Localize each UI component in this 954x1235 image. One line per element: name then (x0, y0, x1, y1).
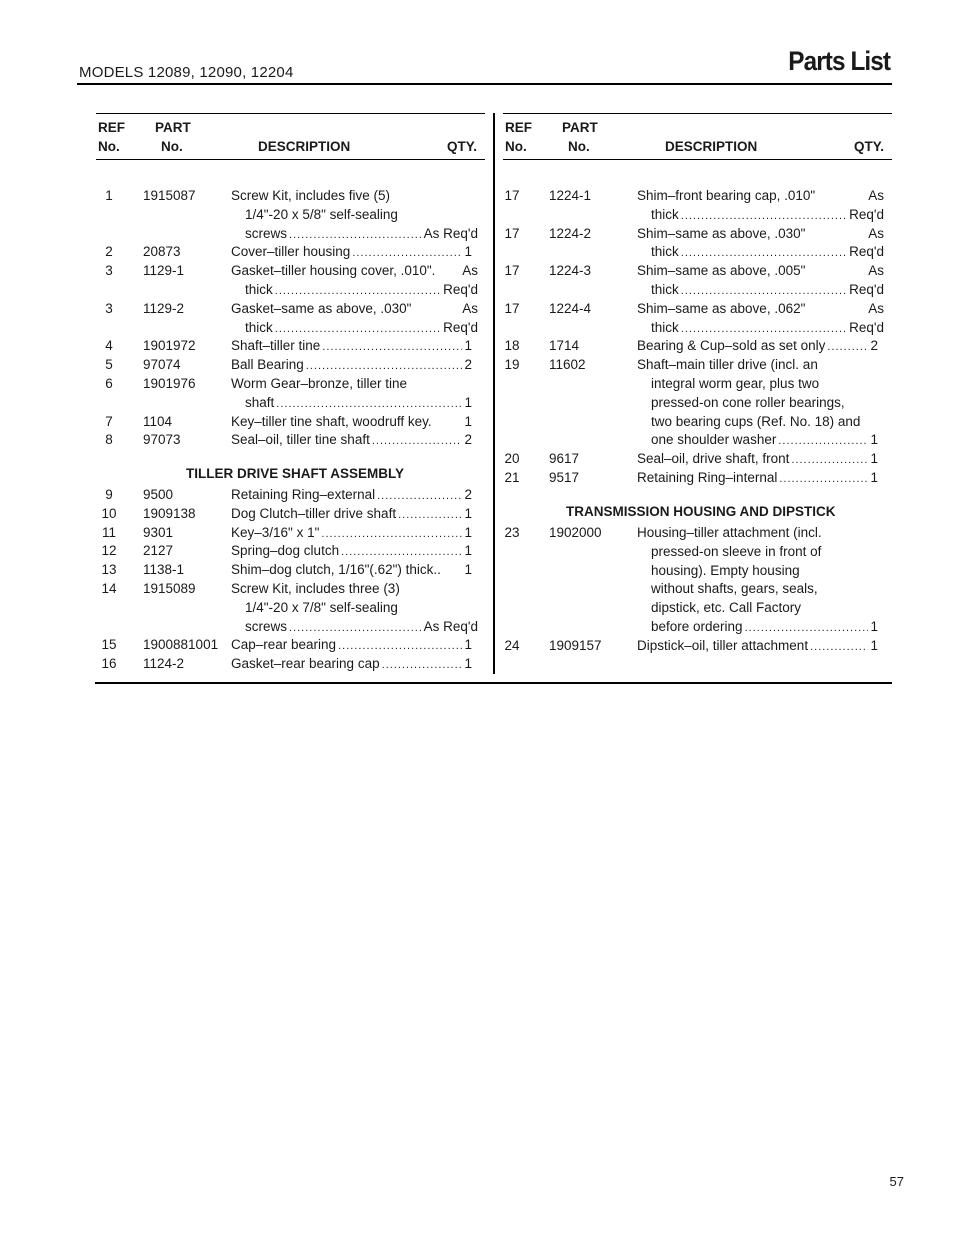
ref-number: 12 (101, 543, 117, 559)
description-line (245, 205, 478, 224)
quantity: 1 (464, 656, 472, 672)
models-heading: MODELS 12089, 12090, 12204 (79, 64, 294, 81)
description-text: Cap–rear bearing (231, 637, 337, 653)
description-line (231, 635, 472, 654)
part-number: 1224-1 (549, 188, 592, 203)
leader-dots (827, 340, 868, 355)
right-ref-header-top: REF (505, 120, 532, 135)
description-text: Shim–dog clutch, 1/16"(.62") thick.. (231, 562, 441, 578)
description-line (651, 598, 884, 617)
ref-number: 16 (101, 656, 117, 672)
ref-number: 17 (504, 188, 520, 203)
ref-number: 1 (105, 188, 113, 203)
ref-number: 10 (101, 505, 117, 521)
left-description-header: DESCRIPTION (258, 139, 351, 154)
description-text: Shaft–tiller tine (231, 338, 321, 354)
quantity: 1 (870, 432, 878, 448)
left-part-header-top: PART (155, 120, 191, 135)
part-number: 1915089 (143, 581, 196, 596)
ref-number: 17 (504, 263, 520, 279)
part-number: 1224-4 (549, 300, 592, 316)
description-line (231, 523, 472, 542)
description-line (245, 598, 478, 617)
right-part-header-bottom: No. (568, 139, 590, 154)
leader-dots (681, 246, 847, 261)
description-text: Dipstick–oil, tiller attachment (637, 637, 809, 653)
ref-number: 7 (105, 413, 113, 429)
description-line (651, 242, 884, 261)
part-number: 20873 (143, 244, 181, 260)
ref-number: 8 (105, 432, 113, 448)
leader-dots (745, 621, 869, 636)
description-line (651, 205, 884, 224)
quantity: As (868, 263, 884, 279)
part-number: 2127 (143, 543, 174, 559)
description-text: thick (245, 282, 273, 297)
description-line (637, 355, 884, 374)
part-number: 9500 (143, 487, 174, 502)
description-text: two bearing cups (Ref. No. 18) and (651, 413, 861, 429)
description-line (245, 280, 478, 299)
column-divider (493, 113, 495, 674)
quantity: 1 (870, 451, 878, 467)
ref-number: 15 (101, 637, 117, 653)
quantity: 1 (464, 637, 472, 653)
description-text: without shafts, gears, seals, (651, 581, 818, 597)
description-text: Gasket–rear bearing cap (231, 656, 380, 672)
right-qty-header: QTY. (854, 139, 885, 154)
description-text: 1/4"-20 x 5/8" self-sealing (245, 206, 398, 222)
quantity: 1 (464, 244, 472, 260)
quantity: 1 (464, 543, 472, 559)
description-line (651, 412, 884, 431)
description-line (637, 449, 878, 468)
quantity: Req'd (849, 319, 884, 335)
leader-dots (341, 545, 462, 560)
description-line (231, 560, 472, 579)
description-line (651, 542, 884, 561)
quantity: 1 (870, 470, 878, 485)
description-text: Shim–front bearing cap, .010" (637, 188, 816, 203)
table-bottom-rule (95, 682, 892, 684)
ref-number: 17 (504, 225, 520, 241)
description-text: Key–tiller tine shaft, woodruff key. (231, 413, 432, 429)
description-text: Seal–oil, drive shaft, front (637, 451, 790, 467)
ref-number: 19 (504, 357, 520, 373)
description-line (637, 299, 884, 318)
part-number: 97073 (143, 432, 181, 448)
quantity: Req'd (849, 282, 884, 297)
quantity: As (868, 225, 884, 241)
left-ref-header-top: REF (98, 120, 125, 135)
page-number: 57 (889, 1174, 904, 1189)
part-number: 1129-2 (143, 300, 185, 316)
description-text: thick (245, 319, 273, 335)
ref-number: 21 (504, 470, 520, 485)
right-table-top-rule (503, 113, 892, 114)
quantity: Req'd (443, 319, 478, 335)
description-text: Cover–tiller housing (231, 244, 351, 260)
description-text: Screw Kit, includes five (5) (231, 188, 391, 203)
ref-number: 18 (504, 338, 520, 354)
description-line (231, 541, 472, 560)
description-text: Shim–same as above, .030" (637, 225, 806, 241)
quantity: Req'd (849, 206, 884, 222)
quantity: As (462, 263, 478, 279)
part-number: 1902000 (549, 525, 602, 540)
description-text: thick (651, 206, 679, 222)
leader-dots (321, 527, 462, 542)
part-number: 1901976 (143, 376, 196, 391)
description-text: Shaft–main tiller drive (incl. an (637, 357, 818, 373)
leader-dots (681, 322, 847, 337)
description-text: screws (245, 618, 288, 634)
description-text: Retaining Ring–external (231, 487, 376, 502)
part-number: 1224-3 (549, 263, 592, 279)
description-text: Shim–same as above, .005" (637, 263, 806, 279)
description-text: Gasket–tiller housing cover, .010". (231, 263, 436, 279)
description-line (651, 280, 884, 299)
quantity: As (868, 300, 884, 316)
part-number: 1138-1 (143, 562, 185, 578)
leader-dots (289, 228, 422, 243)
description-line (231, 355, 472, 374)
description-line (231, 654, 472, 673)
description-text: pressed-on cone roller bearings, (651, 394, 845, 410)
description-line (637, 186, 884, 205)
page-title: Parts List (788, 46, 890, 76)
ref-number: 20 (504, 451, 520, 467)
left-qty-header: QTY. (447, 139, 478, 154)
description-line (231, 261, 478, 280)
ref-number: 5 (105, 357, 113, 373)
ref-number: 23 (504, 525, 520, 540)
description-text: Gasket–same as above, .030" (231, 300, 412, 316)
description-line (231, 336, 472, 355)
quantity: 2 (464, 432, 472, 448)
leader-dots (275, 284, 441, 299)
leader-dots (276, 397, 462, 412)
ref-number: 14 (101, 581, 117, 596)
ref-number: 24 (504, 637, 520, 653)
description-line (231, 299, 478, 318)
left-table-header-rule (96, 159, 485, 160)
description-text: Spring–dog clutch (231, 543, 340, 559)
description-text: housing). Empty housing (651, 562, 800, 578)
quantity: As Req'd (423, 618, 478, 634)
part-number: 97074 (143, 357, 181, 373)
description-text: pressed-on sleeve in front of (651, 543, 822, 559)
part-number: 1909157 (549, 637, 602, 653)
description-line (651, 561, 884, 580)
quantity: 1 (464, 524, 472, 540)
quantity: Req'd (849, 244, 884, 260)
description-text: thick (651, 319, 679, 335)
description-line (651, 393, 884, 412)
description-text: Seal–oil, tiller tine shaft (231, 432, 370, 448)
description-line (245, 617, 478, 636)
description-line (231, 430, 472, 449)
description-line (637, 636, 878, 655)
ref-number: 3 (105, 263, 113, 279)
description-text: before ordering (651, 619, 743, 634)
quantity: 1 (464, 338, 472, 354)
leader-dots (778, 434, 868, 449)
quantity: 2 (870, 338, 878, 354)
description-line (245, 318, 478, 337)
description-line (651, 430, 878, 449)
part-number: 11602 (549, 357, 586, 373)
description-text: Screw Kit, includes three (3) (231, 581, 400, 596)
description-line (231, 374, 478, 393)
description-text: Ball Bearing (231, 357, 304, 373)
leader-dots (377, 489, 462, 504)
description-line (231, 485, 472, 504)
ref-number: 13 (101, 562, 117, 578)
description-line (231, 504, 472, 523)
description-line (637, 468, 878, 487)
part-number: 1124-2 (143, 656, 185, 672)
leader-dots (275, 322, 441, 337)
right-ref-header-bottom: No. (505, 139, 527, 154)
description-text: shaft (245, 394, 275, 410)
description-text: screws (245, 225, 288, 241)
ref-number: 17 (504, 300, 520, 316)
description-line (637, 336, 878, 355)
right-description-header: DESCRIPTION (665, 139, 758, 154)
right-part-header-top: PART (562, 120, 598, 135)
description-line (231, 186, 478, 205)
description-text: Bearing & Cup–sold as set only (637, 338, 826, 354)
part-number: 1901972 (143, 338, 196, 354)
ref-number: 9 (105, 487, 113, 502)
part-number: 1915087 (143, 188, 196, 203)
description-line (637, 224, 884, 243)
ref-number: 11 (101, 524, 116, 540)
leader-dots (372, 434, 463, 449)
description-text: Shim–same as above, .062" (637, 300, 806, 316)
description-line (637, 261, 884, 280)
quantity: 1 (464, 394, 472, 410)
leader-dots (338, 639, 462, 654)
leader-dots (398, 508, 462, 523)
description-line (231, 412, 472, 431)
leader-dots (289, 621, 422, 636)
description-line (245, 393, 472, 412)
part-number: 1224-2 (549, 225, 592, 241)
description-line (245, 224, 478, 243)
description-text: Retaining Ring–internal (637, 470, 778, 485)
quantity: 1 (870, 619, 878, 634)
leader-dots (681, 209, 847, 224)
quantity: 1 (464, 505, 472, 521)
ref-number: 3 (105, 300, 113, 316)
quantity: As (462, 300, 478, 316)
leader-dots (382, 658, 463, 673)
ref-number: 2 (105, 244, 113, 260)
quantity: As (868, 188, 884, 203)
description-text: thick (651, 282, 679, 297)
description-line (651, 374, 884, 393)
description-text: one shoulder washer (651, 432, 777, 448)
quantity: 1 (464, 413, 472, 429)
leader-dots (810, 640, 868, 655)
quantity: As Req'd (423, 225, 478, 241)
leader-dots (352, 246, 462, 261)
quantity: 1 (870, 637, 878, 653)
leader-dots (322, 340, 462, 355)
description-text: dipstick, etc. Call Factory (651, 600, 802, 616)
leader-dots (306, 359, 463, 374)
leader-dots (681, 284, 847, 299)
quantity: Req'd (443, 282, 478, 297)
description-text: thick (651, 244, 679, 260)
description-line (637, 523, 884, 542)
left-table-top-rule (96, 113, 485, 114)
ref-number: 4 (105, 338, 113, 354)
left-ref-header-bottom: No. (98, 139, 120, 154)
part-number: 9301 (143, 524, 174, 540)
left-section-heading: TILLER DRIVE SHAFT ASSEMBLY (186, 466, 405, 481)
part-number: 1900881001 (143, 637, 219, 653)
right-section-heading: TRANSMISSION HOUSING AND DIPSTICK (566, 504, 836, 519)
left-part-header-bottom: No. (161, 139, 183, 154)
description-line (231, 242, 472, 261)
description-text: Key–3/16" x 1" (231, 524, 320, 540)
part-number: 9617 (549, 451, 580, 467)
description-text: Worm Gear–bronze, tiller tine (231, 376, 408, 391)
leader-dots (779, 472, 868, 487)
description-text: 1/4"-20 x 7/8" self-sealing (245, 599, 398, 615)
description-line (651, 617, 878, 636)
description-line (231, 579, 478, 598)
quantity: 2 (464, 487, 472, 502)
header-rule (77, 83, 892, 85)
ref-number: 6 (105, 376, 113, 391)
description-line (651, 318, 884, 337)
description-text: integral worm gear, plus two (651, 376, 820, 391)
part-number: 1129-1 (143, 263, 185, 279)
part-number: 1714 (549, 338, 580, 354)
description-text: Dog Clutch–tiller drive shaft (231, 505, 397, 521)
part-number: 9517 (549, 470, 580, 485)
right-table-header-rule (503, 159, 892, 160)
part-number: 1909138 (143, 505, 196, 521)
leader-dots (791, 453, 868, 468)
quantity: 2 (464, 357, 472, 373)
quantity: 1 (464, 562, 472, 578)
description-line (651, 579, 884, 598)
description-text: Housing–tiller attachment (incl. (637, 525, 822, 540)
part-number: 1104 (143, 413, 173, 429)
